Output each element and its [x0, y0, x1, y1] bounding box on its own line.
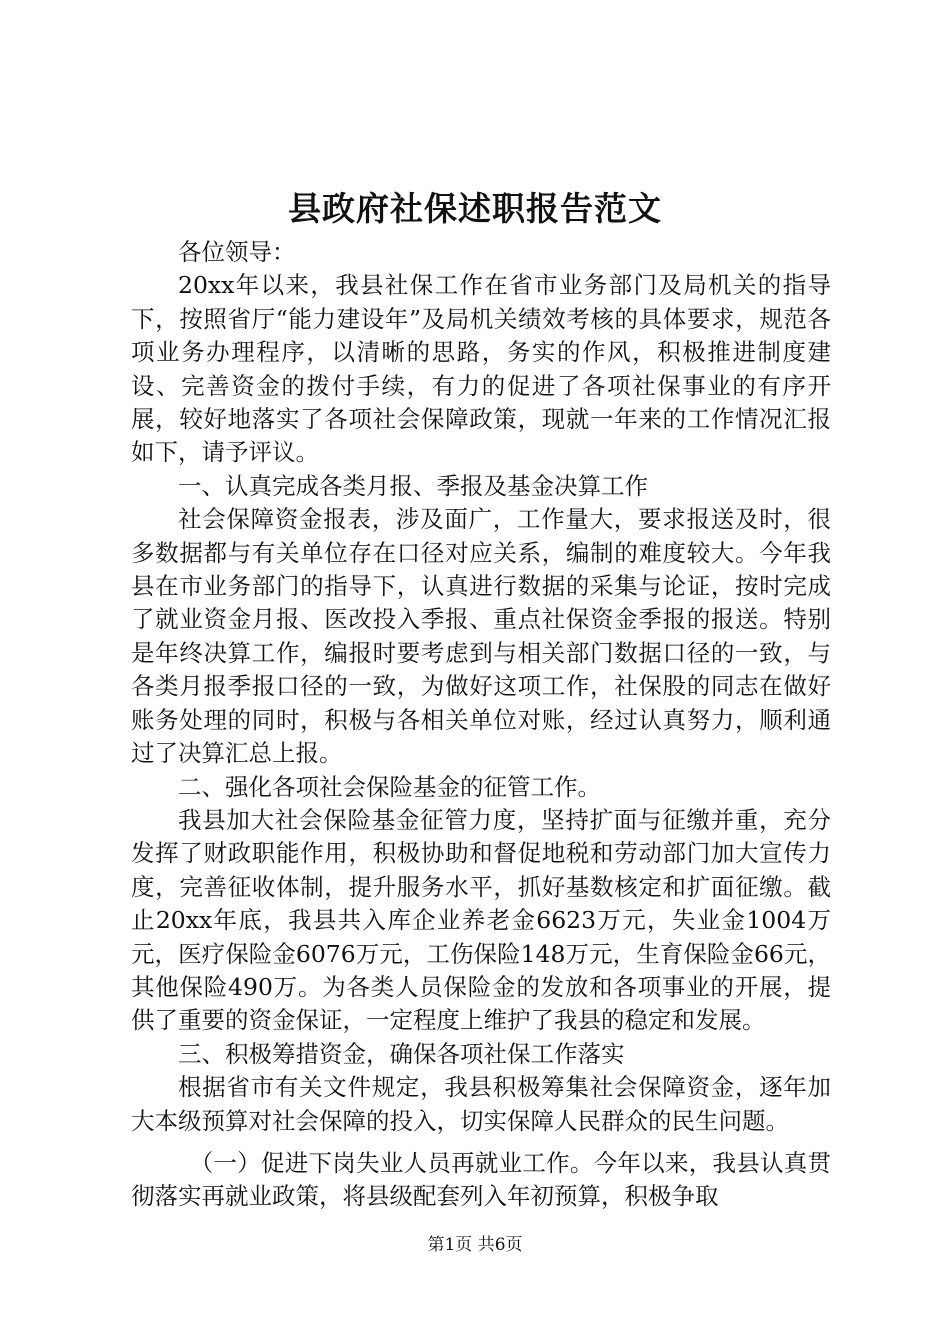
document-title: 县政府社保述职报告范文 — [288, 189, 662, 228]
section-heading-1: 一、认真完成各类月报、季报及基金决算工作 — [178, 471, 648, 500]
page-footer: 第1页 共6页 — [427, 1235, 523, 1255]
document-body — [131, 236, 831, 1214]
section-paragraph-3: 根据省市有关文件规定，我县积极筹集社会保障资金，逐年加大本级预算对社会保障的投入，切实保障人民群众的民生问题。 — [131, 1073, 831, 1135]
salutation: 各位领导： — [178, 238, 296, 266]
subsection-paragraph-1: （一）促进下岗失业人员再就业工作。今年以来，我县认真贯彻落实再就业政策，将县级配套列入年初预算，积极争取 — [131, 1148, 831, 1211]
section-heading-2: 二、强化各项社会保险基金的征管工作。 — [178, 772, 601, 801]
section-heading-3: 三、积极筹措资金，确保各项社保工作落实 — [178, 1039, 625, 1068]
intro-paragraph: 20xx年以来，我县社保工作在省市业务部门及局机关的指导下，按照省厅“能力建设年”及局机关绩效考核的具体要求，规范各项业务办理程序，以清晰的思路，务实的作风，积极推进制度建设、完善资金的拨付手续，有力的促进了各项社保事业的有序开展，较好地落实了各项社会保障政策，现就一年来的工作情况汇报如下，请予评议。 — [131, 271, 831, 467]
section-paragraph-2: 我县加大社会保险基金征管力度，坚持扩面与征缴并重，充分发挥了财政职能作用，积极协助和督促地税和劳动部门加大宣传力度，完善征收体制，提升服务水平，抓好基数核定和扩面征缴。截止20xx年底，我县共入库企业养老金6623万元，失业金1004万元，医疗保险金6076万元，工伤保险148万元，生育保险金66元，其他保险490万。为各类人员保险金的发放和各项事业的开展，提供了重要的资金保证，一定程度上维护了我县的稳定和发展。 — [131, 805, 831, 1035]
section-paragraph-1: 社会保障资金报表，涉及面广，工作量大，要求报送及时，很多数据都与有关单位存在口径对应关系，编制的难度较大。今年我县在市业务部门的指导下，认真进行数据的采集与论证，按时完成了就业资金月报、医改投入季报、重点社保资金季报的报送。特别是年终决算工作，编报时要考虑到与相关部门数据口径的一致，与各类月报季报口径的一致，为做好这项工作，社保股的同志在做好账务处理的同时，积极与各相关单位对账，经过认真努力，顺利通过了决算汇总上报。 — [131, 505, 831, 768]
